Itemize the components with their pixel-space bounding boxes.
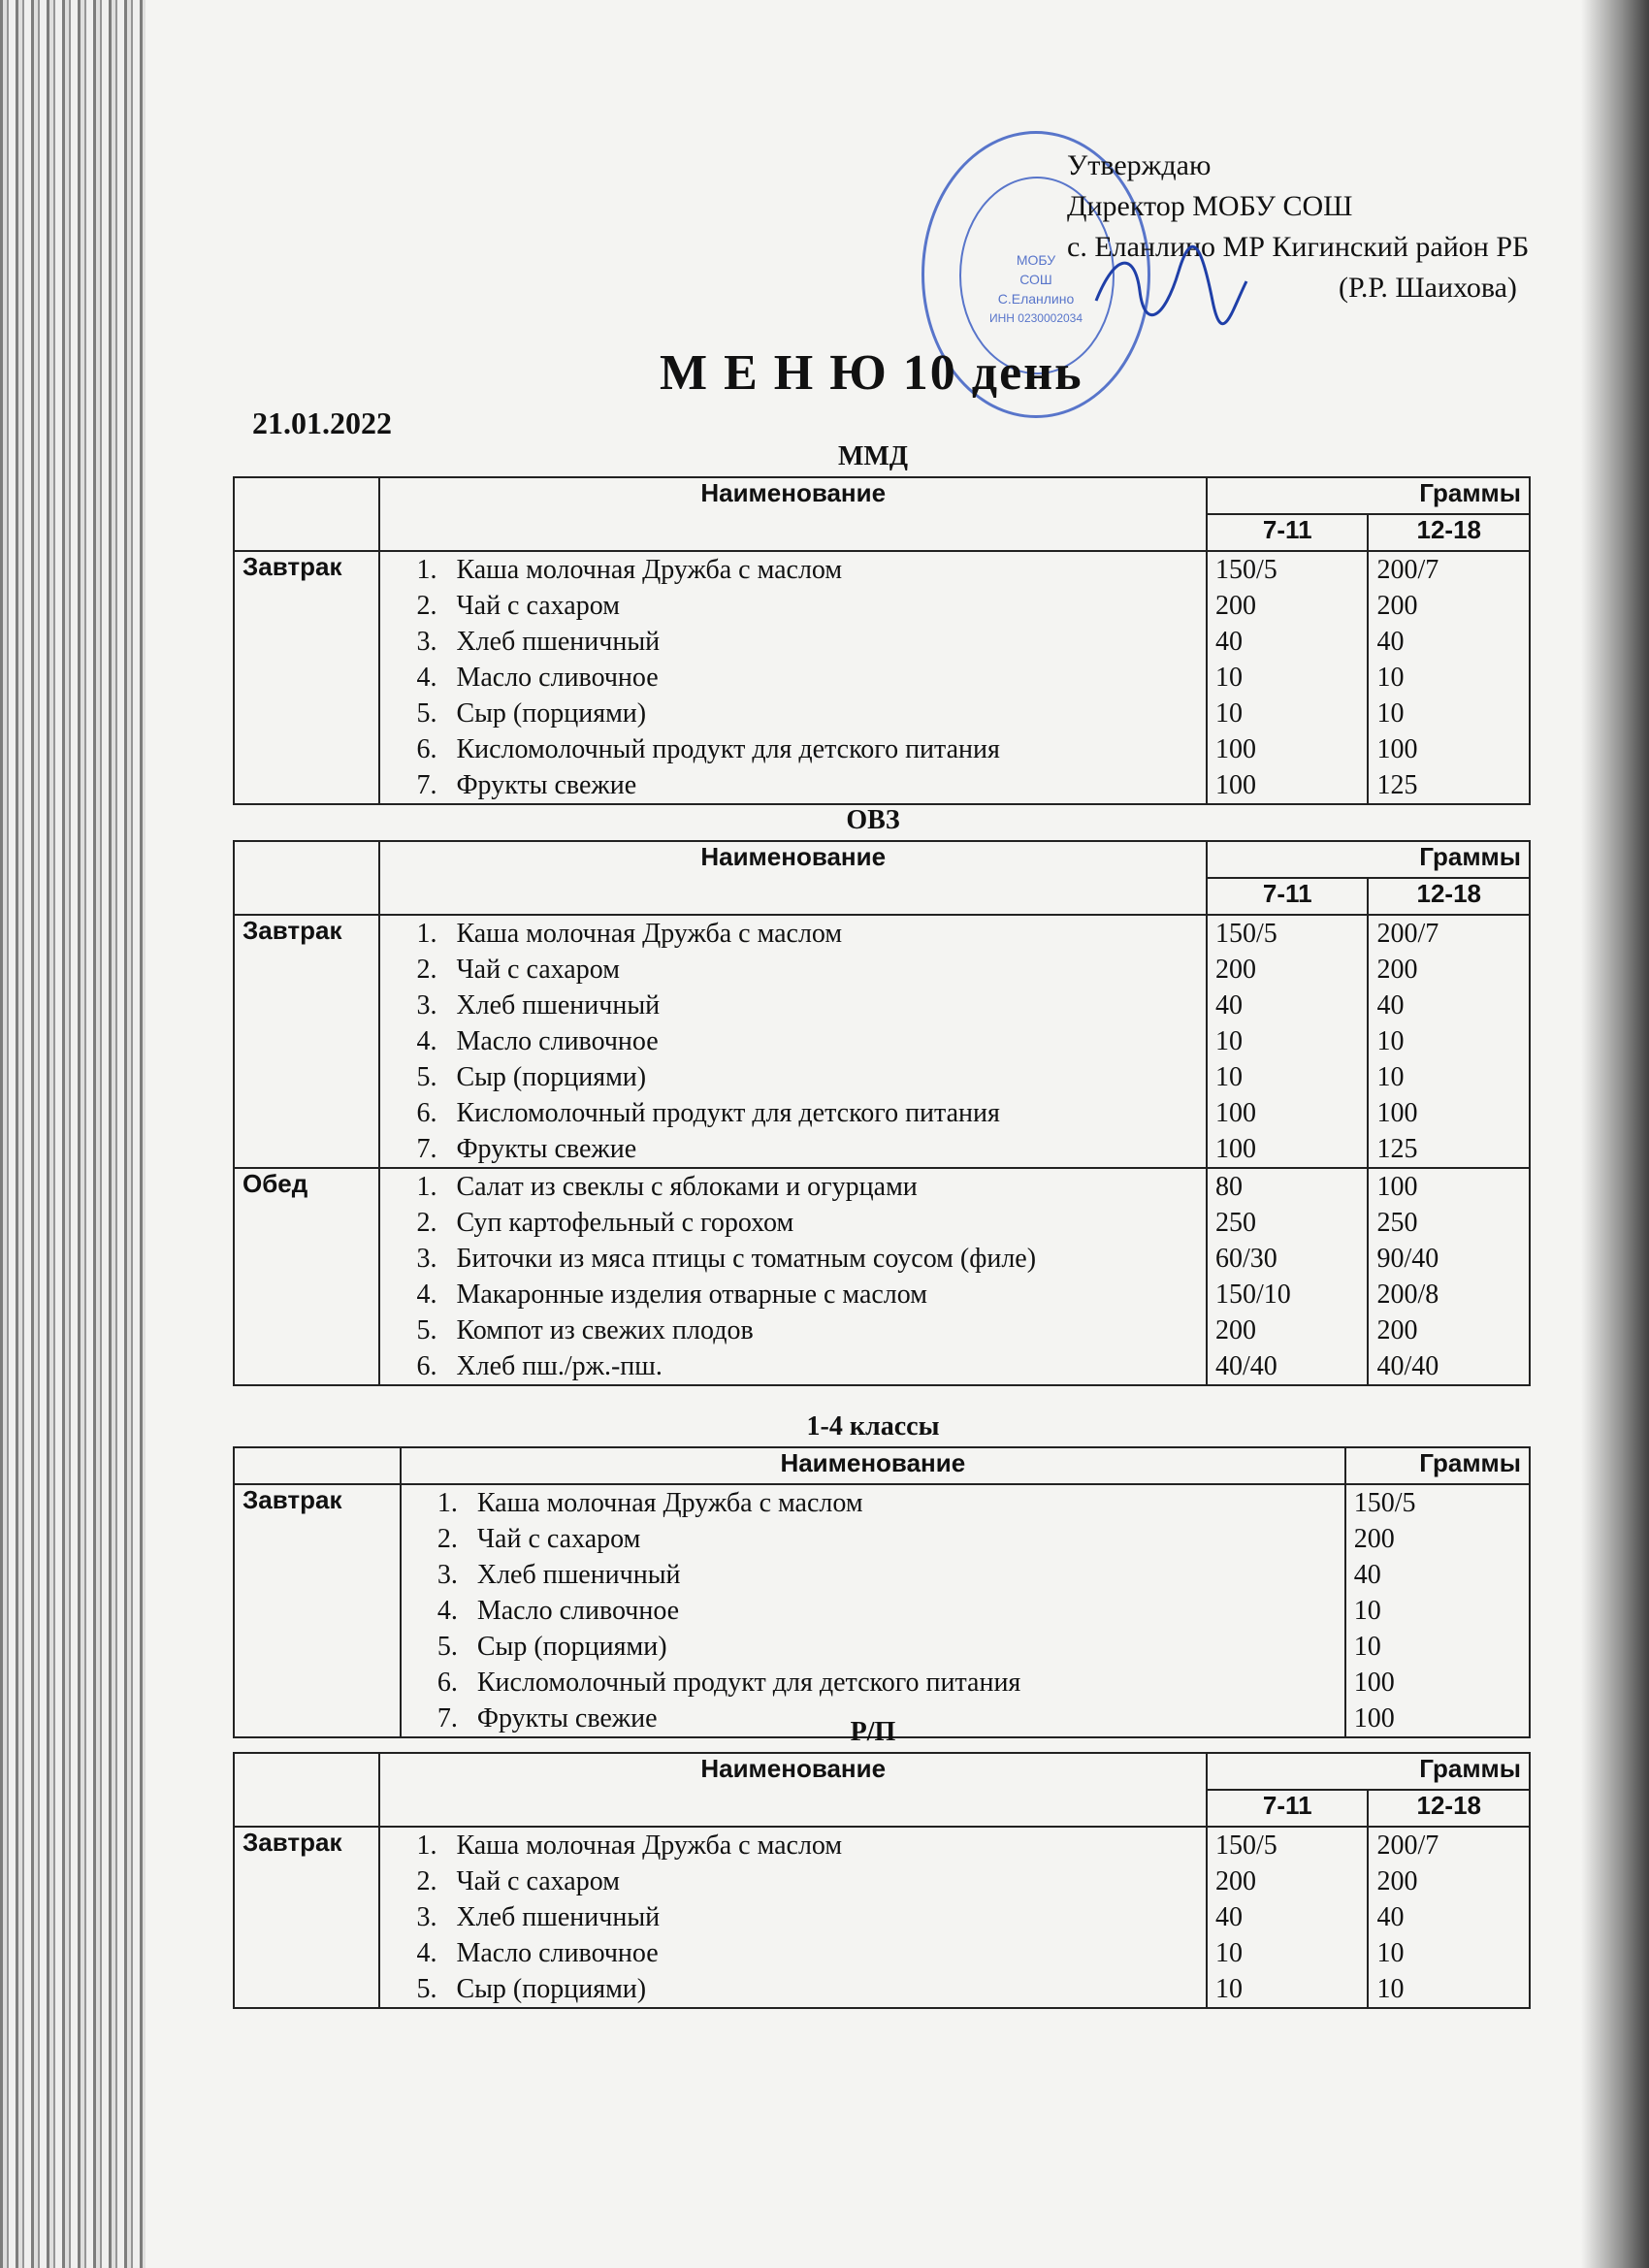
item-name: Компот из свежих плодов — [456, 1315, 754, 1345]
item-name: Масло сливочное — [456, 1026, 659, 1056]
item-grams-12-18: 200/8 — [1376, 1280, 1439, 1310]
list-item — [409, 1557, 1337, 1593]
item-grams-12-18: 100 — [1376, 734, 1418, 764]
item-grams-7-11: 150/5 — [1353, 1488, 1416, 1518]
item-name: Хлеб пшеничный — [456, 990, 661, 1021]
item-grams-7-11: 150/10 — [1214, 1280, 1291, 1310]
item-grams-7-11: 100 — [1214, 1098, 1256, 1128]
item-number: 3. — [436, 1560, 458, 1590]
meal-label: Завтрак — [234, 1484, 401, 1737]
item-grams-7-11: 10 — [1214, 1974, 1243, 2004]
item-name: Фрукты свежие — [476, 1703, 658, 1733]
grams-12-18 — [1368, 915, 1530, 1168]
header-name: Наименование — [401, 1447, 1345, 1484]
item-grams-7-11: 80 — [1214, 1172, 1243, 1202]
item-number: 5. — [436, 1632, 458, 1662]
item-grams-12-18: 40/40 — [1376, 1351, 1439, 1381]
item-grams-12-18: 100 — [1376, 1098, 1418, 1128]
header-meal-cell — [234, 841, 379, 915]
item-grams-7-11: 200 — [1353, 1524, 1395, 1554]
meal-items — [379, 915, 1207, 1168]
header-age-12-18: 12-18 — [1368, 1790, 1530, 1827]
item-name: Каша молочная Дружба с маслом — [456, 1831, 843, 1861]
meal-row — [234, 915, 1530, 1168]
meal-items — [379, 1827, 1207, 2008]
header-row — [234, 1447, 1530, 1484]
section-title: ММД — [837, 441, 909, 471]
item-grams-12-18: 250 — [1376, 1208, 1418, 1238]
item-grams-12-18: 10 — [1376, 1062, 1405, 1092]
item-grams-7-11: 150/5 — [1214, 919, 1277, 949]
item-name: Масло сливочное — [476, 1596, 680, 1626]
item-name: Салат из свеклы с яблоками и огурцами — [456, 1172, 918, 1202]
grams-12-18 — [1368, 551, 1530, 804]
document-page — [146, 0, 1581, 2268]
item-number: 7. — [416, 770, 437, 800]
item-grams-7-11: 10 — [1214, 698, 1243, 729]
header-age-7-11: 7-11 — [1207, 878, 1368, 915]
item-number: 7. — [436, 1703, 458, 1733]
menu-table — [233, 1752, 1531, 2009]
grams-7-11 — [1207, 1168, 1368, 1385]
item-number: 1. — [436, 1488, 458, 1518]
item-name: Масло сливочное — [456, 1938, 659, 1968]
meal-row — [234, 1168, 1530, 1385]
meal-row — [234, 1484, 1530, 1737]
item-name: Биточки из мяса птицы с томатным соусом (филе) — [456, 1244, 1037, 1274]
list-item — [388, 624, 1198, 660]
approval-line-2: Директор МОБУ СОШ — [1067, 190, 1353, 222]
meal-label: Завтрак — [234, 1827, 379, 2008]
item-number: 5. — [416, 1315, 437, 1345]
item-grams-7-11: 10 — [1214, 1026, 1243, 1056]
item-grams-7-11: 10 — [1214, 1938, 1243, 1968]
grams-12-18 — [1368, 1168, 1530, 1385]
item-name: Хлеб пшеничный — [456, 1902, 661, 1932]
item-grams-7-11: 150/5 — [1214, 1831, 1277, 1861]
list-item — [388, 1828, 1198, 1863]
menu-table — [233, 840, 1531, 1386]
approval-line-3: с. Еланлино МР Кигинский район РБ — [1067, 231, 1530, 263]
item-grams-7-11: 40/40 — [1214, 1351, 1277, 1381]
header-grams: Граммы — [1207, 477, 1530, 514]
header-name: Наименование — [379, 1753, 1207, 1827]
item-number: 2. — [436, 1524, 458, 1554]
item-number: 2. — [416, 1866, 437, 1896]
header-age-12-18: 12-18 — [1368, 514, 1530, 551]
menu-table — [233, 476, 1531, 805]
item-grams-12-18: 200/7 — [1376, 919, 1439, 949]
item-grams-7-11: 40 — [1214, 990, 1243, 1021]
item-number: 5. — [416, 1062, 437, 1092]
grams-7-11 — [1207, 1827, 1368, 2008]
list-item — [388, 1312, 1198, 1348]
item-grams-7-11: 100 — [1353, 1703, 1395, 1733]
item-grams-12-18: 200/7 — [1376, 555, 1439, 585]
list-item — [388, 1205, 1198, 1241]
item-name: Чай с сахаром — [476, 1524, 641, 1554]
meal-row — [234, 1827, 1530, 2008]
item-name: Чай с сахаром — [456, 1866, 620, 1896]
list-item — [388, 1935, 1198, 1971]
header-name: Наименование — [379, 841, 1207, 915]
meal-label: Завтрак — [234, 915, 379, 1168]
item-grams-7-11: 10 — [1353, 1596, 1381, 1626]
item-name: Чай с сахаром — [456, 955, 620, 985]
item-number: 4. — [416, 1026, 437, 1056]
stamp-line-3: С.Еланлино — [997, 291, 1075, 307]
page-title: М Е Н Ю 10 день — [660, 345, 1083, 401]
list-item — [409, 1521, 1337, 1557]
item-name: Хлеб пш./рж.-пш. — [456, 1351, 663, 1381]
scan-edge-right — [1581, 0, 1649, 2268]
item-name: Кисломолочный продукт для детского питания — [456, 1098, 1000, 1128]
header-age-12-18: 12-18 — [1368, 878, 1530, 915]
item-name: Хлеб пшеничный — [456, 627, 661, 657]
item-grams-12-18: 125 — [1376, 770, 1418, 800]
item-number: 1. — [416, 555, 437, 585]
item-grams-12-18: 125 — [1376, 1134, 1418, 1164]
section-title: ОВЗ — [846, 805, 900, 835]
meal-items — [379, 1168, 1207, 1385]
item-grams-12-18: 40 — [1376, 627, 1405, 657]
grams-7-11 — [1345, 1484, 1530, 1737]
stamp-line-1: МОБУ — [1016, 252, 1056, 268]
item-grams-12-18: 200 — [1376, 1315, 1418, 1345]
item-number: 4. — [416, 1938, 437, 1968]
item-number: 2. — [416, 955, 437, 985]
item-number: 3. — [416, 627, 437, 657]
list-item — [388, 1899, 1198, 1935]
meal-label: Завтрак — [234, 551, 379, 804]
menu-date: 21.01.2022 — [252, 405, 392, 440]
item-number: 1. — [416, 1831, 437, 1861]
item-grams-12-18: 200 — [1376, 955, 1418, 985]
list-item — [388, 696, 1198, 731]
item-name: Фрукты свежие — [456, 770, 637, 800]
item-number: 2. — [416, 1208, 437, 1238]
approval-line-1: Утверждаю — [1067, 149, 1212, 181]
item-grams-7-11: 100 — [1353, 1668, 1395, 1698]
header-grams: Граммы — [1345, 1447, 1530, 1484]
item-number: 1. — [416, 919, 437, 949]
item-number: 6. — [416, 1098, 437, 1128]
item-grams-12-18: 40 — [1376, 990, 1405, 1021]
item-number: 1. — [416, 1172, 437, 1202]
scan-edge-left — [0, 0, 146, 2268]
item-number: 4. — [416, 1280, 437, 1310]
list-item — [388, 1095, 1198, 1131]
item-grams-7-11: 10 — [1214, 1062, 1243, 1092]
list-item — [388, 767, 1198, 803]
item-grams-12-18: 200 — [1376, 591, 1418, 621]
list-item — [388, 1277, 1198, 1312]
item-number: 6. — [416, 734, 437, 764]
header-row — [234, 1753, 1530, 1790]
item-grams-12-18: 10 — [1376, 663, 1405, 693]
item-grams-12-18: 200 — [1376, 1866, 1418, 1896]
item-name: Хлеб пшеничный — [476, 1560, 681, 1590]
approval-line-4: (Р.Р. Шаихова) — [1339, 272, 1517, 304]
list-item — [388, 731, 1198, 767]
list-item — [388, 660, 1198, 696]
list-item — [388, 1169, 1198, 1205]
item-grams-12-18: 10 — [1376, 1974, 1405, 2004]
list-item — [388, 1131, 1198, 1167]
menu-table — [233, 1446, 1531, 1738]
grams-7-11 — [1207, 915, 1368, 1168]
header-meal-cell — [234, 1447, 401, 1484]
list-item — [388, 1971, 1198, 2007]
item-grams-7-11: 100 — [1214, 770, 1256, 800]
item-number: 6. — [416, 1351, 437, 1381]
section-title: 1-4 классы — [806, 1411, 940, 1442]
item-number: 3. — [416, 1244, 437, 1274]
stamp-inn: ИНН 0230002034 — [988, 311, 1083, 325]
meal-items — [379, 551, 1207, 804]
item-grams-7-11: 10 — [1353, 1632, 1381, 1662]
item-number: 5. — [416, 698, 437, 729]
list-item — [388, 1241, 1198, 1277]
item-grams-12-18: 100 — [1376, 1172, 1418, 1202]
item-number: 2. — [416, 591, 437, 621]
list-item — [388, 1023, 1198, 1059]
grams-12-18 — [1368, 1827, 1530, 2008]
item-grams-7-11: 200 — [1214, 591, 1256, 621]
item-name: Каша молочная Дружба с маслом — [456, 919, 843, 949]
item-name: Каша молочная Дружба с маслом — [476, 1488, 863, 1518]
item-grams-7-11: 40 — [1214, 627, 1243, 657]
header-age-7-11: 7-11 — [1207, 1790, 1368, 1827]
item-number: 7. — [416, 1134, 437, 1164]
item-number: 3. — [416, 990, 437, 1021]
item-grams-12-18: 10 — [1376, 1026, 1405, 1056]
header-age-7-11: 7-11 — [1207, 514, 1368, 551]
header-grams: Граммы — [1207, 841, 1530, 878]
item-name: Сыр (порциями) — [476, 1632, 667, 1662]
item-number: 4. — [436, 1596, 458, 1626]
list-item — [388, 988, 1198, 1023]
list-item — [388, 552, 1198, 588]
item-name: Чай с сахаром — [456, 591, 620, 621]
meal-items — [401, 1484, 1345, 1737]
item-name: Сыр (порциями) — [456, 1062, 647, 1092]
header-name: Наименование — [379, 477, 1207, 551]
item-number: 3. — [416, 1902, 437, 1932]
meal-row — [234, 551, 1530, 804]
item-grams-12-18: 200/7 — [1376, 1831, 1439, 1861]
item-name: Масло сливочное — [456, 663, 659, 693]
item-name: Сыр (порциями) — [456, 698, 647, 729]
item-grams-7-11: 60/30 — [1214, 1244, 1277, 1274]
item-grams-7-11: 200 — [1214, 1315, 1256, 1345]
item-grams-7-11: 150/5 — [1214, 555, 1277, 585]
item-grams-7-11: 200 — [1214, 955, 1256, 985]
list-item — [409, 1665, 1337, 1701]
list-item — [409, 1593, 1337, 1629]
header-row — [234, 477, 1530, 514]
item-name: Каша молочная Дружба с маслом — [456, 555, 843, 585]
item-grams-12-18: 40 — [1376, 1902, 1405, 1932]
list-item — [388, 588, 1198, 624]
item-name: Сыр (порциями) — [456, 1974, 647, 2004]
list-item — [388, 916, 1198, 952]
list-item — [388, 1348, 1198, 1384]
list-item — [388, 1059, 1198, 1095]
header-row — [234, 841, 1530, 878]
item-grams-12-18: 10 — [1376, 1938, 1405, 1968]
item-grams-7-11: 200 — [1214, 1866, 1256, 1896]
item-name: Фрукты свежие — [456, 1134, 637, 1164]
item-grams-12-18: 10 — [1376, 698, 1405, 729]
item-name: Кисломолочный продукт для детского питания — [456, 734, 1000, 764]
list-item — [388, 1863, 1198, 1899]
item-name: Суп картофельный с горохом — [456, 1208, 794, 1238]
grams-7-11 — [1207, 551, 1368, 804]
signature-scribble — [1086, 243, 1251, 330]
stamp-line-2: СОШ — [1019, 272, 1052, 287]
item-grams-7-11: 40 — [1214, 1902, 1243, 1932]
header-meal-cell — [234, 1753, 379, 1827]
item-number: 5. — [416, 1974, 437, 2004]
item-name: Макаронные изделия отварные с маслом — [456, 1280, 927, 1310]
section-title: Р/П — [850, 1717, 896, 1747]
item-grams-12-18: 90/40 — [1376, 1244, 1439, 1274]
header-grams: Граммы — [1207, 1753, 1530, 1790]
item-grams-7-11: 10 — [1214, 663, 1243, 693]
item-grams-7-11: 100 — [1214, 734, 1256, 764]
item-grams-7-11: 100 — [1214, 1134, 1256, 1164]
item-grams-7-11: 40 — [1353, 1560, 1381, 1590]
item-grams-7-11: 250 — [1214, 1208, 1256, 1238]
list-item — [409, 1485, 1337, 1521]
list-item — [409, 1629, 1337, 1665]
item-name: Кисломолочный продукт для детского питания — [476, 1668, 1021, 1698]
item-number: 6. — [436, 1668, 458, 1698]
meal-label: Обед — [234, 1168, 379, 1385]
item-number: 4. — [416, 663, 437, 693]
header-meal-cell — [234, 477, 379, 551]
list-item — [388, 952, 1198, 988]
